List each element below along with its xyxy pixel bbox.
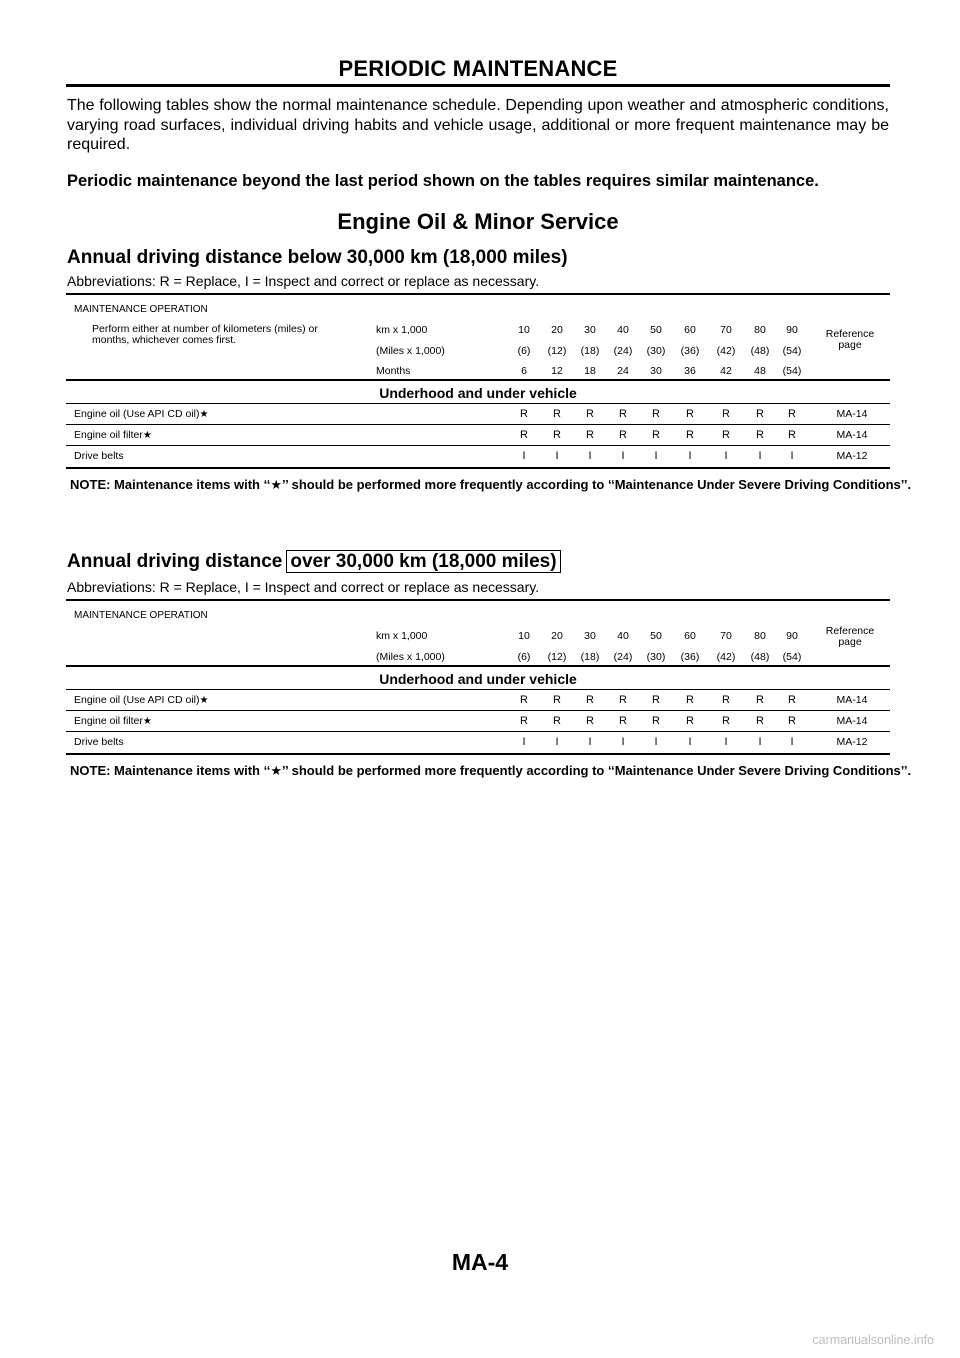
schedule2-miles-label: (Miles x 1,000) — [376, 651, 445, 663]
schedule1-months-cell: 48 — [754, 365, 766, 377]
schedule-cell: R — [652, 408, 660, 420]
schedule-cell: R — [722, 715, 730, 727]
schedule2-km-cell: 80 — [754, 630, 766, 642]
schedule-cell: I — [790, 736, 794, 748]
schedule2-km-cell: 20 — [551, 630, 563, 642]
schedule1-months-cell: 36 — [684, 365, 696, 377]
schedule-cell: R — [520, 408, 528, 420]
schedule-cell: R — [756, 408, 764, 420]
schedule2-miles-cell: (36) — [680, 651, 700, 663]
schedule1-miles-label: (Miles x 1,000) — [376, 345, 445, 357]
schedule1-header-rule — [66, 379, 890, 381]
item-label: Drive belts — [74, 450, 124, 462]
schedule-cell: R — [686, 429, 694, 441]
schedule-cell: R — [520, 694, 528, 706]
item-label: Drive belts — [74, 736, 124, 748]
schedule-cell: R — [586, 429, 594, 441]
schedule1-km-cell: 50 — [650, 324, 662, 336]
schedule-cell: R — [652, 694, 660, 706]
schedule2-km-label: km x 1,000 — [376, 630, 428, 642]
row-rule — [66, 731, 890, 732]
schedule-cell: R — [652, 429, 660, 441]
schedule-cell: R — [619, 429, 627, 441]
schedule1-months-cell: (54) — [782, 365, 802, 377]
schedule-cell: R — [553, 715, 561, 727]
reference-page: MA-12 — [836, 736, 868, 748]
boxed-highlight: over 30,000 km (18,000 miles) — [286, 550, 560, 573]
item-label: Engine oil filter★ — [74, 429, 152, 441]
schedule1-note: NOTE: Maintenance items with ‘‘★’’ should be performed more frequently according to ‘‘Maintenance Under Severe Driving Conditions’’. — [70, 477, 912, 492]
schedule-cell: R — [788, 408, 796, 420]
schedule1-miles-cell: (24) — [613, 345, 633, 357]
item-label: Engine oil filter★ — [74, 715, 152, 727]
schedule-cell: I — [555, 736, 559, 748]
item-label: Engine oil (Use API CD oil)★ — [74, 408, 209, 420]
schedule2-km-cell: 60 — [684, 630, 696, 642]
schedule1-miles-cell: (6) — [517, 345, 531, 357]
schedule-cell: I — [654, 450, 658, 462]
schedule2-category: Underhood and under vehicle — [379, 671, 577, 687]
schedule-cell: R — [686, 694, 694, 706]
schedule1-km-cell: 70 — [720, 324, 732, 336]
schedule1-miles-cell: (54) — [782, 345, 802, 357]
schedule1-km-cell: 90 — [786, 324, 798, 336]
schedule1-miles-cell: (42) — [716, 345, 736, 357]
schedule-cell: I — [724, 450, 728, 462]
schedule-cell: I — [522, 450, 526, 462]
section-title: Engine Oil & Minor Service — [337, 209, 619, 234]
schedule2-maint-op: MAINTENANCE OPERATION — [74, 610, 208, 621]
schedule2-top-rule — [66, 599, 890, 601]
schedule2-km-cell: 90 — [786, 630, 798, 642]
schedule-cell: I — [790, 450, 794, 462]
schedule1-months-cell: 18 — [584, 365, 596, 377]
schedule-cell: R — [553, 408, 561, 420]
schedule-cell: I — [588, 736, 592, 748]
schedule2-km-cell: 70 — [720, 630, 732, 642]
schedule2-miles-cell: (18) — [580, 651, 600, 663]
schedule2-reference-header: Reference page — [825, 625, 875, 648]
schedule-cell: R — [553, 694, 561, 706]
schedule2-heading: Annual driving distance over 30,000 km (18,000 miles) — [67, 551, 561, 573]
schedule1-miles-cell: (12) — [547, 345, 567, 357]
page-number: MA-4 — [451, 1249, 509, 1275]
reference-page: MA-14 — [836, 408, 868, 420]
schedule1-months-cell: 12 — [551, 365, 563, 377]
schedule-cell: R — [722, 408, 730, 420]
schedule2-km-cell: 10 — [518, 630, 530, 642]
reference-page: MA-14 — [836, 694, 868, 706]
reference-page: MA-14 — [836, 429, 868, 441]
schedule1-miles-cell: (30) — [646, 345, 666, 357]
item-label: Engine oil (Use API CD oil)★ — [74, 694, 209, 706]
schedule2-note: NOTE: Maintenance items with ‘‘★’’ should be performed more frequently according to ‘‘Maintenance Under Severe Driving Conditions’’. — [70, 763, 912, 778]
row-rule — [66, 710, 890, 711]
schedule1-months-cell: 42 — [720, 365, 732, 377]
schedule-cell: R — [586, 694, 594, 706]
schedule2-miles-cell: (24) — [613, 651, 633, 663]
schedule1-km-cell: 30 — [584, 324, 596, 336]
schedule1-miles-cell: (48) — [750, 345, 770, 357]
schedule2-miles-cell: (30) — [646, 651, 666, 663]
schedule1-heading: Annual driving distance below 30,000 km (18,000 miles) — [67, 247, 568, 268]
schedule-cell: R — [520, 715, 528, 727]
schedule1-perform-text: Perform either at number of kilometers (miles) or months, whichever comes first. — [92, 323, 318, 346]
schedule-cell: R — [788, 715, 796, 727]
star-icon: ★ — [199, 695, 209, 706]
schedule1-category: Underhood and under vehicle — [379, 385, 577, 401]
reference-page: MA-14 — [836, 715, 868, 727]
periodic-note: Periodic maintenance beyond the last period shown on the tables requires similar maintenance. — [67, 172, 819, 190]
star-icon: ★ — [142, 430, 152, 441]
schedule1-km-label: km x 1,000 — [376, 324, 428, 336]
header-rule — [66, 84, 890, 87]
schedule-cell: R — [788, 694, 796, 706]
schedule-cell: R — [586, 715, 594, 727]
row-rule — [66, 424, 890, 425]
schedule-cell: R — [722, 429, 730, 441]
schedule2-km-cell: 30 — [584, 630, 596, 642]
intro-paragraph: The following tables show the normal maintenance schedule. Depending upon weather and atmospheric conditions, varying road surfaces, individual driving habits and vehicle usage, additional or more frequent maintenance may be required. — [67, 97, 889, 153]
schedule1-abbreviations: Abbreviations: R = Replace, I = Inspect and correct or replace as necessary. — [67, 273, 540, 289]
schedule2-header-rule — [66, 665, 890, 667]
schedule-cell: R — [722, 694, 730, 706]
schedule2-bottom-rule — [66, 753, 890, 755]
page-header-title: PERIODIC MAINTENANCE — [338, 56, 618, 81]
schedule2-miles-cell: (12) — [547, 651, 567, 663]
schedule1-maint-op: MAINTENANCE OPERATION — [74, 304, 208, 315]
schedule-cell: R — [586, 408, 594, 420]
schedule-cell: R — [756, 715, 764, 727]
schedule1-bottom-rule — [66, 467, 890, 469]
schedule1-months-label: Months — [376, 365, 411, 377]
schedule1-months-cell: 30 — [650, 365, 662, 377]
schedule1-miles-cell: (18) — [580, 345, 600, 357]
reference-page: MA-12 — [836, 450, 868, 462]
star-icon: ★ — [142, 716, 152, 727]
schedule1-km-cell: 10 — [518, 324, 530, 336]
schedule-cell: I — [758, 450, 762, 462]
schedule-cell: I — [758, 736, 762, 748]
schedule-cell: R — [686, 408, 694, 420]
schedule1-months-cell: 6 — [521, 365, 527, 377]
schedule2-abbreviations: Abbreviations: R = Replace, I = Inspect and correct or replace as necessary. — [67, 579, 540, 595]
schedule-cell: I — [688, 450, 692, 462]
schedule1-category-rule — [66, 403, 890, 404]
schedule-cell: R — [756, 694, 764, 706]
schedule2-km-cell: 40 — [617, 630, 629, 642]
schedule1-km-cell: 60 — [684, 324, 696, 336]
schedule-cell: R — [686, 715, 694, 727]
schedule-cell: R — [788, 429, 796, 441]
schedule2-category-rule — [66, 689, 890, 690]
schedule-cell: R — [619, 408, 627, 420]
schedule-cell: I — [654, 736, 658, 748]
schedule-cell: R — [520, 429, 528, 441]
schedule-cell: I — [555, 450, 559, 462]
schedule1-reference-header: Reference page — [825, 328, 875, 351]
schedule1-months-cell: 24 — [617, 365, 629, 377]
schedule1-miles-cell: (36) — [680, 345, 700, 357]
schedule-cell: I — [688, 736, 692, 748]
schedule2-miles-cell: (54) — [782, 651, 802, 663]
watermark: carmanualsonline.info — [812, 1333, 934, 1347]
schedule1-top-rule — [66, 293, 890, 295]
schedule-cell: R — [652, 715, 660, 727]
schedule-cell: I — [621, 736, 625, 748]
schedule-cell: R — [553, 429, 561, 441]
row-rule — [66, 445, 890, 446]
schedule-cell: I — [621, 450, 625, 462]
schedule2-km-cell: 50 — [650, 630, 662, 642]
schedule-cell: I — [522, 736, 526, 748]
star-icon: ★ — [199, 409, 209, 420]
schedule1-km-cell: 40 — [617, 324, 629, 336]
schedule-cell: I — [588, 450, 592, 462]
schedule-cell: R — [619, 715, 627, 727]
schedule-cell: R — [619, 694, 627, 706]
schedule1-km-cell: 80 — [754, 324, 766, 336]
schedule2-miles-cell: (48) — [750, 651, 770, 663]
schedule-cell: R — [756, 429, 764, 441]
schedule2-miles-cell: (6) — [517, 651, 531, 663]
schedule-cell: I — [724, 736, 728, 748]
schedule2-miles-cell: (42) — [716, 651, 736, 663]
schedule1-km-cell: 20 — [551, 324, 563, 336]
